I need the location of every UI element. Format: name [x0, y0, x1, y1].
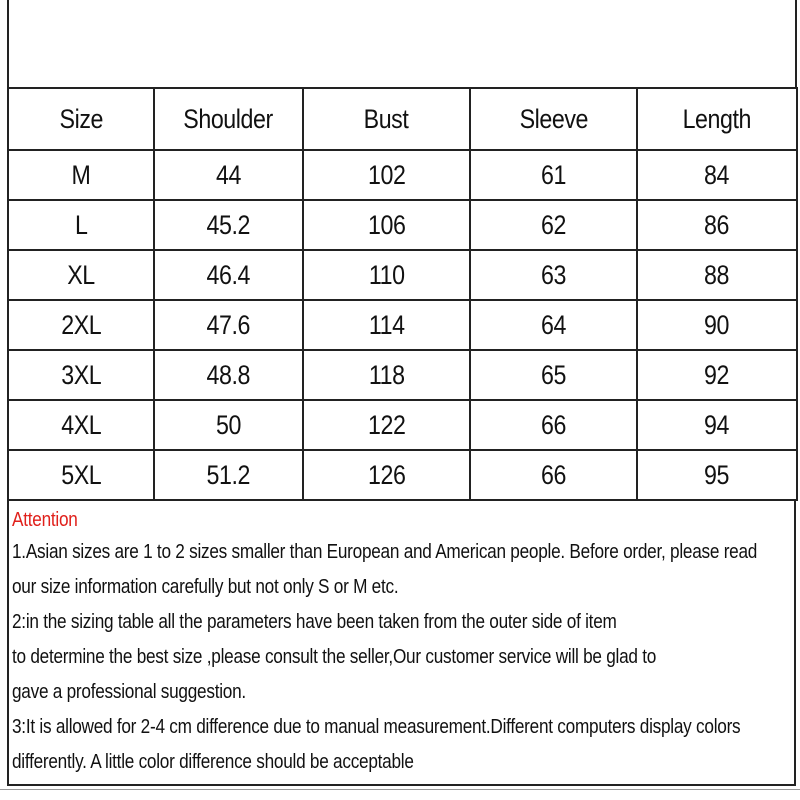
- cell-size: M: [8, 150, 154, 200]
- header-length: Length: [637, 88, 797, 150]
- table-row: [8, 450, 797, 500]
- cell-sleeve: 63: [470, 250, 637, 300]
- cell-length: 88: [637, 250, 797, 300]
- table-row: [8, 400, 797, 450]
- cell-shoulder: 50: [154, 400, 303, 450]
- cell-bust: 122: [303, 400, 470, 450]
- bottom-strip: [0, 786, 800, 800]
- cell-size: L: [8, 200, 154, 250]
- cell-shoulder: 47.6: [154, 300, 303, 350]
- cell-sleeve: 64: [470, 300, 637, 350]
- cell-size: 5XL: [8, 450, 154, 500]
- note-line: gave a professional suggestion.: [12, 681, 246, 703]
- note-line: 2:in the sizing table all the parameters have been taken from the outer side of item: [12, 611, 617, 633]
- cell-length: 94: [637, 400, 797, 450]
- cell-length: 86: [637, 200, 797, 250]
- table-row: [8, 200, 797, 250]
- cell-bust: 126: [303, 450, 470, 500]
- note-line: 1.Asian sizes are 1 to 2 sizes smaller than European and American people. Before order, please read: [12, 541, 758, 563]
- table-header-row: [8, 88, 797, 150]
- header-size: Size: [8, 88, 154, 150]
- cell-bust: 118: [303, 350, 470, 400]
- table-row: [8, 350, 797, 400]
- top-border-right: [795, 0, 797, 88]
- cell-shoulder: 48.8: [154, 350, 303, 400]
- cell-length: 90: [637, 300, 797, 350]
- cell-shoulder: 45.2: [154, 200, 303, 250]
- cell-bust: 110: [303, 250, 470, 300]
- cell-bust: 106: [303, 200, 470, 250]
- cell-length: 92: [637, 350, 797, 400]
- cell-bust: 114: [303, 300, 470, 350]
- cell-sleeve: 65: [470, 350, 637, 400]
- cell-sleeve: 66: [470, 450, 637, 500]
- cell-shoulder: 51.2: [154, 450, 303, 500]
- cell-sleeve: 61: [470, 150, 637, 200]
- attention-heading: Attention: [12, 509, 78, 531]
- note-line: to determine the best size ,please consult the seller,Our customer service will be glad to: [12, 646, 657, 668]
- cell-size: XL: [8, 250, 154, 300]
- cell-length: 95: [637, 450, 797, 500]
- table-row: [8, 150, 797, 200]
- header-shoulder: Shoulder: [154, 88, 303, 150]
- notes-box: [7, 501, 796, 786]
- cell-size: 3XL: [8, 350, 154, 400]
- cell-sleeve: 66: [470, 400, 637, 450]
- note-line: differently. A little color difference should be acceptable: [12, 751, 414, 773]
- size-table: [7, 87, 798, 501]
- table-row: [8, 300, 797, 350]
- cell-size: 4XL: [8, 400, 154, 450]
- cell-length: 84: [637, 150, 797, 200]
- cell-sleeve: 62: [470, 200, 637, 250]
- cell-shoulder: 46.4: [154, 250, 303, 300]
- table-row: [8, 250, 797, 300]
- header-sleeve: Sleeve: [470, 88, 637, 150]
- note-line: 3:It is allowed for 2-4 cm difference due to manual measurement.Different computers display colors: [12, 716, 741, 738]
- cell-bust: 102: [303, 150, 470, 200]
- cell-size: 2XL: [8, 300, 154, 350]
- top-border-left: [7, 0, 9, 88]
- header-bust: Bust: [303, 88, 470, 150]
- cell-shoulder: 44: [154, 150, 303, 200]
- bottom-divider: [0, 789, 800, 790]
- note-line: our size information carefully but not only S or M etc.: [12, 576, 399, 598]
